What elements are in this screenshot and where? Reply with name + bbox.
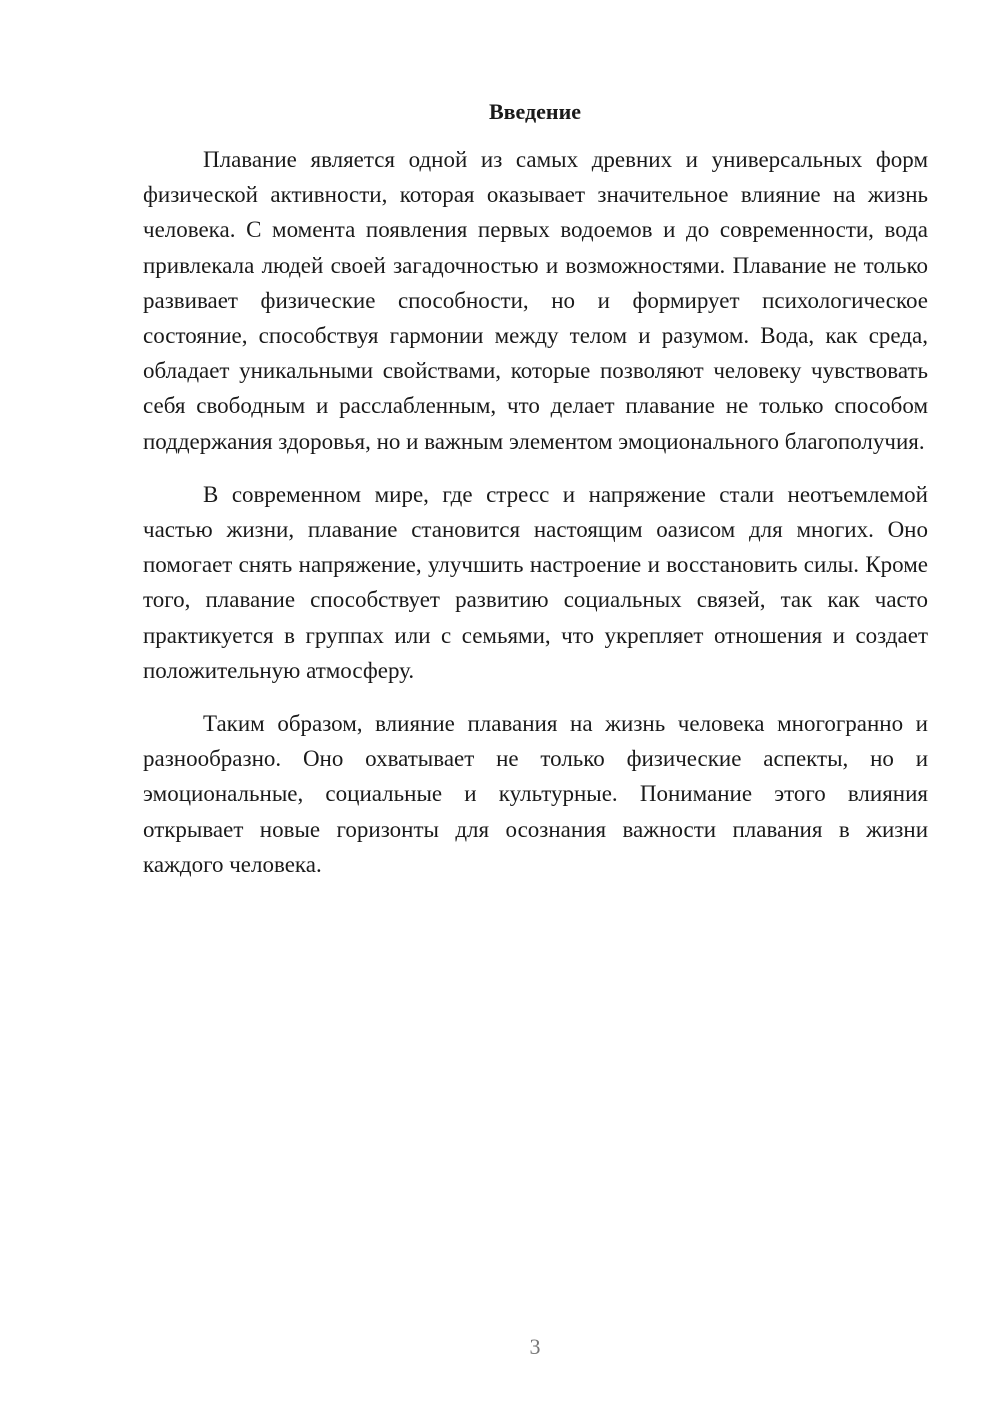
paragraph-1: Плавание является одной из самых древних и универсальных форм физической активности, которая оказывает значительное влияние на жизнь человека. С момента появления первых водоемов и до современности, вода привлекала людей своей загадочностью и возможностями. Плавание не только развивает физические способности, но и формирует психологическое состояние, способствуя гармонии между телом и разумом. Вода, как среда, обладает уникальными свойствами, которые позволяют человеку чувствовать себя свободным и расслабленным, что делает плавание не только способом поддержания здоровья, но и важным элементом эмоционального благополучия. (143, 147, 928, 454)
page-number: 3 (529, 1334, 541, 1359)
body-text (143, 142, 928, 882)
paragraph-3: Таким образом, влияние плавания на жизнь человека многогранно и разнообразно. Оно охватывает не только физические аспекты, но и эмоциональные, социальные и культурные. Понимание этого влияния открывает новые горизонты для осознания важности плавания в жизни каждого человека. (143, 711, 928, 877)
section-heading: Введение (488, 99, 582, 124)
paragraph-2: В современном мире, где стресс и напряжение стали неотъемлемой частью жизни, плавание становится настоящим оазисом для многих. Оно помогает снять напряжение, улучшить настроение и восстановить силы. Кроме того, плавание способствует развитию социальных связей, так как часто практикуется в группах или с семьями, что укрепляет отношения и создает положительную атмосферу. (143, 481, 928, 683)
